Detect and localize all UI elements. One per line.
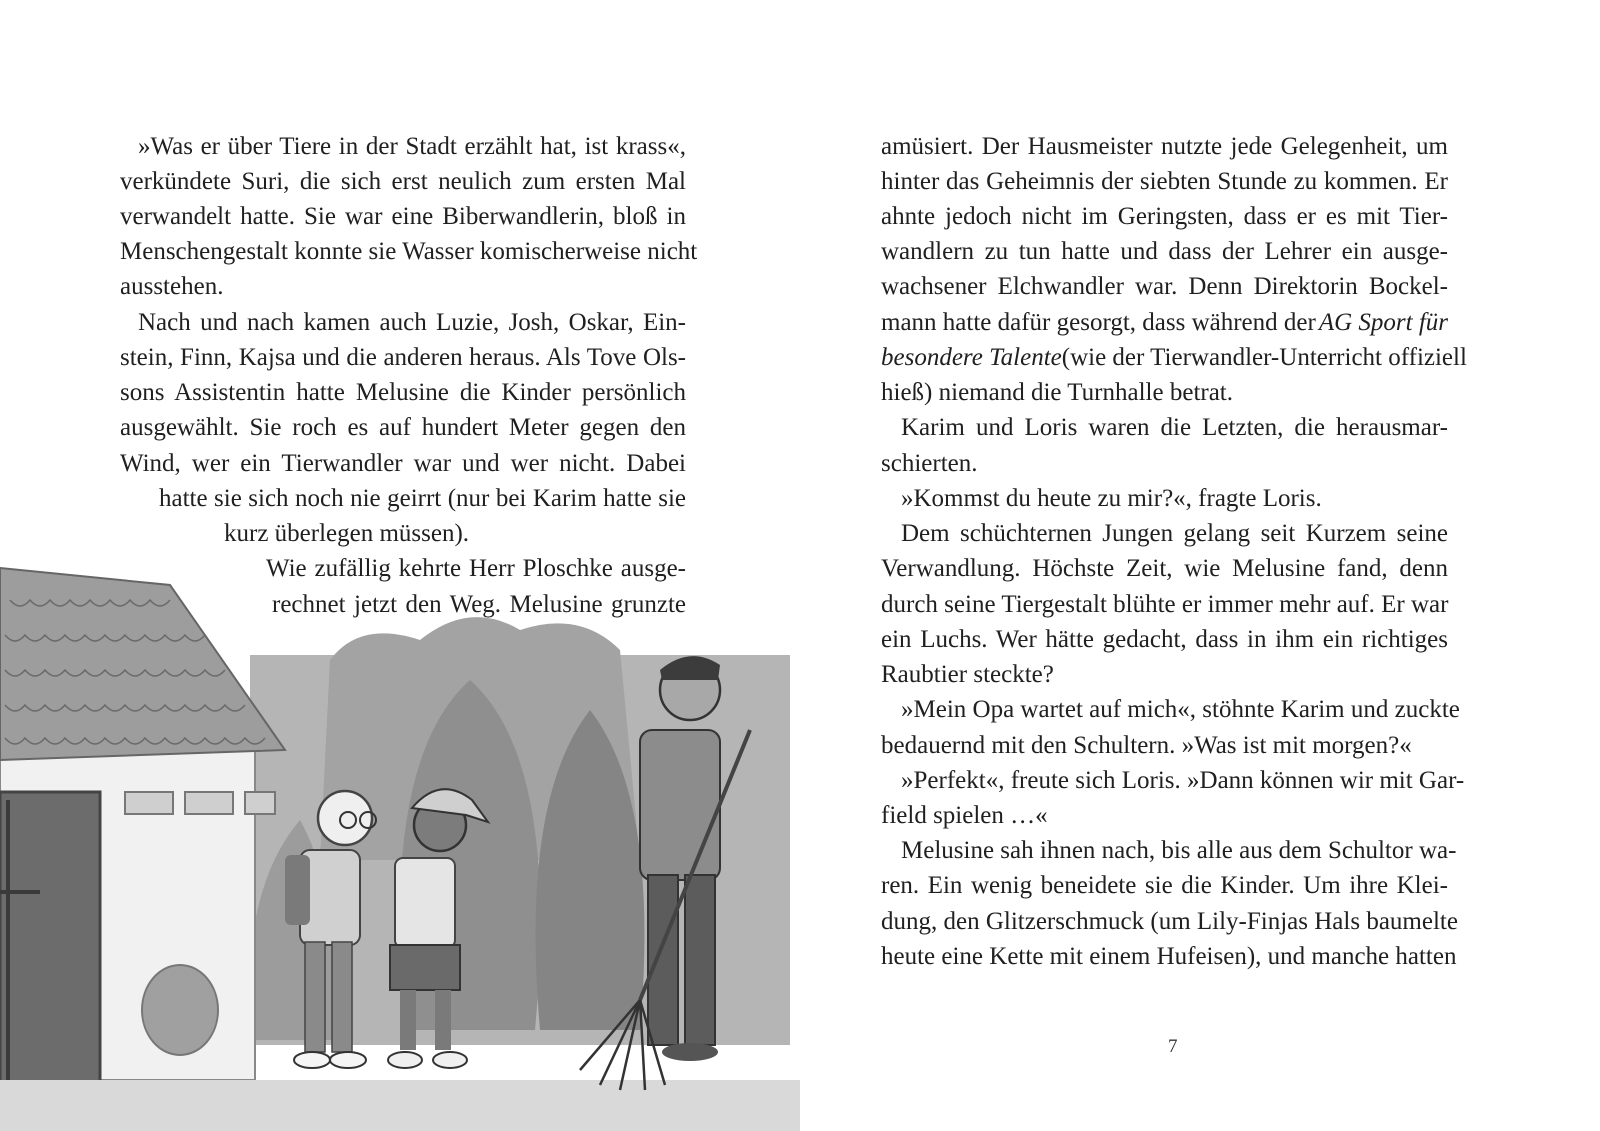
left-text-line: Wind, wer ein Tierwandler war und wer nicht. Dabei [120, 450, 686, 477]
ground [0, 1080, 800, 1131]
right-text-line: ahnte jedoch nicht im Geringsten, dass er es mit Tier- [881, 203, 1448, 230]
left-text-line: kurz überlegen müssen). [224, 520, 470, 547]
right-text-line: hieß) niemand die Turnhalle betrat. [881, 379, 1234, 406]
right-text-segment: (wie der Tierwandler-Unterricht offiziell [1061, 344, 1467, 371]
left-text-line: ausstehen. [120, 273, 224, 300]
page-number: 7 [1168, 1036, 1178, 1057]
right-text-line: wandlern zu tun hatte und dass der Lehrer ein ausge- [881, 238, 1448, 265]
right-text-line: wachsener Elchwandler war. Denn Direktorin Bockel- [881, 273, 1448, 300]
house-roof [0, 568, 285, 760]
right-text-line: ren. Ein wenig beneidete sie die Kinder. Um ihre Klei- [881, 872, 1448, 899]
right-text-italic-title: AG Sport für [1318, 309, 1448, 336]
right-text-segment: mann hatte dafür gesorgt, dass während der [881, 309, 1316, 336]
left-text-line: »Was er über Tiere in der Stadt erzählt hat, ist krass«, [138, 133, 686, 160]
right-text-line: field spielen …« [881, 802, 1048, 829]
right-text-line: schierten. [881, 450, 978, 477]
right-text-line: »Perfekt«, freute sich Loris. »Dann können wir mit Gar- [901, 767, 1465, 794]
left-text-line: Menschengestalt konnte sie Wasser komischerweise nicht [120, 238, 698, 265]
left-text-line: Wie zufällig kehrte Herr Ploschke ausge- [266, 555, 686, 582]
left-text-line: verkündete Suri, die sich erst neulich zum ersten Mal [120, 168, 686, 195]
bush [142, 965, 218, 1055]
right-text-line: ein Luchs. Wer hätte gedacht, dass in ihm ein richtiges [881, 626, 1448, 653]
right-text-line: Verwandlung. Höchste Zeit, wie Melusine fand, denn [881, 555, 1448, 582]
right-text-line-mixed [881, 305, 1448, 341]
left-text-line: stein, Finn, Kajsa und die anderen heraus. Als Tove Ols- [120, 344, 686, 371]
left-text-line: verwandelt hatte. Sie war eine Biberwandlerin, bloß in [120, 203, 686, 230]
left-text-line: ausgewählt. Sie roch es auf hundert Meter gegen den [120, 414, 686, 441]
illustration-schoolyard [0, 560, 800, 1131]
right-text-line: »Mein Opa wartet auf mich«, stöhnte Karim und zuckte [901, 696, 1460, 723]
left-text-line: rechnet jetzt den Weg. Melusine grunzte [272, 591, 686, 618]
right-text-line: Karim und Loris waren die Letzten, die herausmar- [901, 414, 1448, 441]
right-text-line: hinter das Geheimnis der siebten Stunde zu kommen. Er [881, 168, 1448, 195]
right-text-line: dung, den Glitzerschmuck (um Lily-Finjas Hals baumelte [881, 908, 1458, 935]
right-text-line: »Kommst du heute zu mir?«, fragte Loris. [901, 485, 1322, 512]
right-text-line-mixed [881, 340, 1467, 376]
right-text-line: durch seine Tiergestalt blühte er immer mehr auf. Er war [881, 591, 1449, 618]
right-text-line: Melusine sah ihnen nach, bis alle aus dem Schultor wa- [901, 837, 1457, 864]
house-windows [125, 792, 275, 814]
right-text-line: heute eine Kette mit einem Hufeisen), und manche hatten [881, 943, 1457, 970]
right-text-italic-title: besondere Talente [881, 344, 1062, 371]
left-text-line: sons Assistentin hatte Melusine die Kinder persönlich [120, 379, 686, 406]
left-text-line: hatte sie sich noch nie geirrt (nur bei Karim hatte sie [159, 485, 686, 512]
right-text-line: Raubtier steckte? [881, 661, 1054, 688]
left-text-line: Nach und nach kamen auch Luzie, Josh, Oskar, Ein- [138, 309, 686, 336]
right-text-line: Dem schüchternen Jungen gelang seit Kurzem seine [901, 520, 1448, 547]
right-text-line: amüsiert. Der Hausmeister nutzte jede Gelegenheit, um [881, 133, 1448, 160]
right-text-line: bedauernd mit den Schultern. »Was ist mit morgen?« [881, 732, 1412, 759]
house-door [0, 792, 100, 1082]
